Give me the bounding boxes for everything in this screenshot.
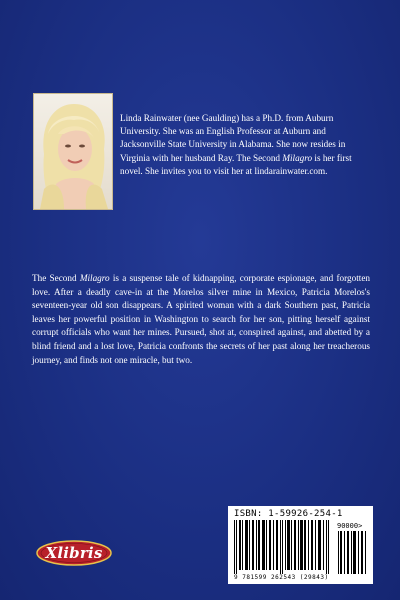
author-photo — [33, 93, 113, 210]
price-bars — [338, 531, 368, 574]
bio-text-2: is her first novel. She invites you to visit her at lindarainwater.com. — [120, 152, 352, 176]
barcode-number: 9 781599 262543 (29843) — [234, 574, 329, 581]
bio-text-1: Linda Rainwater (nee Gaulding) has a Ph.D. from Auburn University. She was an English Professor at Auburn and Jacksonville State University in Alabama. She now resides in Virginia with her husband Ray. The Second — [120, 113, 346, 163]
publisher-name: Xlibris — [45, 544, 103, 562]
desc-text-post: is a suspense tale of kidnapping, corporate espionage, and forgotten love. After a deadly cave-in at the Morelos silver mine in Mexico, Patricia Morelos's seventeen-year old son disappears. A spirited woman with a dark Southern past, Patricia leaves her powerful position in Washington to search for her son, pitting herself against corrupt officials who want her mines. Pursued, shot at, conspired against, and abetted by a blind friend and a lost love, Patricia confronts the secrets of her past along her treacherous journey, and finds not one miracle, but two. — [32, 273, 370, 365]
price-code: 90000> — [337, 522, 363, 530]
bio-book-title: Milagro — [282, 152, 313, 163]
publisher-logo — [36, 540, 112, 566]
desc-text-pre: The Second — [32, 273, 80, 283]
book-description — [32, 272, 370, 367]
barcode-bars — [234, 520, 332, 574]
desc-book-title: Milagro — [79, 273, 110, 283]
isbn-barcode — [228, 506, 373, 584]
isbn-label: ISBN: 1-59926-254-1 — [234, 509, 343, 519]
author-bio — [120, 112, 370, 178]
